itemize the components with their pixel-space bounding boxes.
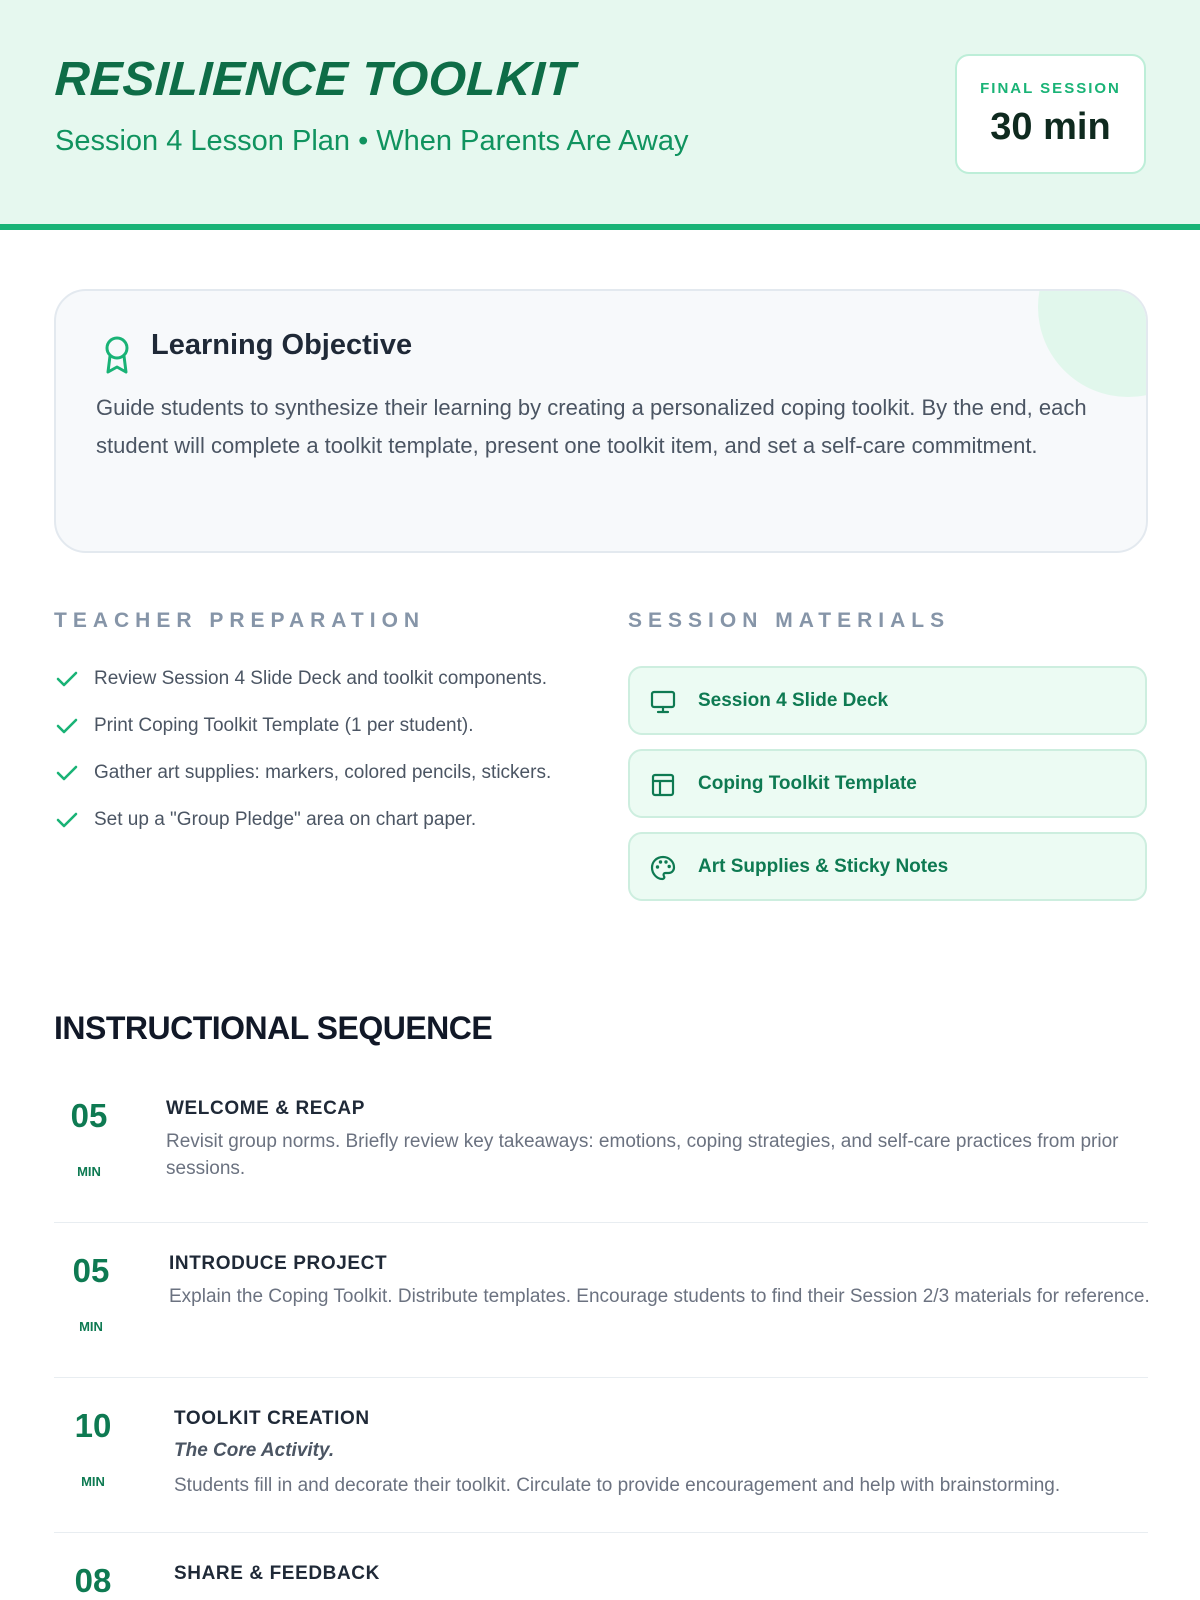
material-label: Art Supplies & Sticky Notes bbox=[698, 856, 949, 877]
lesson-subtitle: Session 4 Lesson Plan • When Parents Are Away bbox=[55, 125, 689, 157]
step-description: Explain the Coping Toolkit. Distribute templates. Encourage students to find their Session 2/3 materials for reference. bbox=[169, 1286, 1150, 1307]
learning-objective-card bbox=[54, 289, 1148, 553]
session-duration-badge bbox=[955, 54, 1146, 174]
objective-text: Guide students to synthesize their learning by creating a personalized coping toolkit. By the end, each student will complete a toolkit template, present one toolkit item, and set a self-care commitment. bbox=[96, 395, 1087, 458]
step-note: The Core Activity. bbox=[174, 1440, 335, 1461]
prep-item bbox=[54, 754, 614, 801]
step-title: WELCOME & RECAP bbox=[166, 1098, 365, 1119]
palette-icon bbox=[650, 855, 676, 881]
material-toolkit-template[interactable] bbox=[628, 749, 1147, 818]
session-materials-label: SESSION MATERIALS bbox=[628, 609, 951, 632]
prep-item bbox=[54, 660, 614, 707]
step-title: SHARE & FEEDBACK bbox=[174, 1563, 380, 1584]
layout-template-icon bbox=[650, 772, 676, 798]
material-label: Coping Toolkit Template bbox=[698, 773, 917, 794]
prep-item-text: Set up a "Group Pledge" area on chart paper. bbox=[94, 809, 477, 830]
material-slide-deck[interactable] bbox=[628, 666, 1147, 735]
step-divider bbox=[54, 1532, 1148, 1533]
toolkit-title: RESILIENCE TOOLKIT bbox=[53, 53, 577, 106]
header-banner bbox=[0, 0, 1200, 230]
checkmark-icon bbox=[56, 717, 78, 735]
objective-heading: Learning Objective bbox=[151, 329, 413, 361]
prep-item bbox=[54, 801, 614, 848]
step-minutes: 08 bbox=[74, 1562, 112, 1599]
step-description: Revisit group norms. Briefly review key takeaways: emotions, coping strategies, and self-care practices from prior sessions. bbox=[166, 1131, 1119, 1179]
sequence-step bbox=[54, 1090, 1148, 1210]
step-divider bbox=[54, 1222, 1148, 1223]
step-title: TOOLKIT CREATION bbox=[174, 1408, 370, 1429]
step-description: Students fill in and decorate their toolkit. Circulate to provide encouragement and help with brainstorming. bbox=[174, 1475, 1061, 1496]
material-label: Session 4 Slide Deck bbox=[698, 690, 889, 711]
step-minutes-unit: MIN bbox=[77, 1164, 101, 1179]
sequence-step bbox=[54, 1400, 1148, 1520]
badge-value: 30 min bbox=[990, 106, 1111, 148]
material-art-supplies[interactable] bbox=[628, 832, 1147, 901]
checkmark-icon bbox=[56, 811, 78, 829]
prep-item-text: Print Coping Toolkit Template (1 per student). bbox=[94, 715, 474, 736]
sequence-step bbox=[54, 1245, 1148, 1365]
prep-item-text: Review Session 4 Slide Deck and toolkit components. bbox=[94, 668, 548, 689]
step-title: INTRODUCE PROJECT bbox=[169, 1253, 388, 1274]
step-divider bbox=[54, 1377, 1148, 1378]
badge-label: FINAL SESSION bbox=[980, 80, 1121, 97]
checkmark-icon bbox=[56, 670, 78, 688]
award-ribbon-icon bbox=[102, 335, 132, 375]
step-minutes-unit: MIN bbox=[81, 1474, 105, 1489]
monitor-icon bbox=[650, 689, 676, 715]
prep-item-text: Gather art supplies: markers, colored pencils, stickers. bbox=[94, 762, 552, 783]
step-minutes: 10 bbox=[74, 1407, 112, 1444]
instructional-sequence-heading: INSTRUCTIONAL SEQUENCE bbox=[54, 1010, 493, 1046]
checkmark-icon bbox=[56, 764, 78, 782]
step-minutes-unit: MIN bbox=[79, 1319, 103, 1334]
step-minutes: 05 bbox=[70, 1097, 108, 1134]
prep-item bbox=[54, 707, 614, 754]
decorative-circle bbox=[1038, 289, 1148, 397]
step-minutes: 05 bbox=[72, 1252, 110, 1289]
sequence-step bbox=[54, 1555, 1148, 1600]
preparation-checklist bbox=[54, 660, 614, 848]
teacher-preparation-label: TEACHER PREPARATION bbox=[54, 609, 426, 632]
